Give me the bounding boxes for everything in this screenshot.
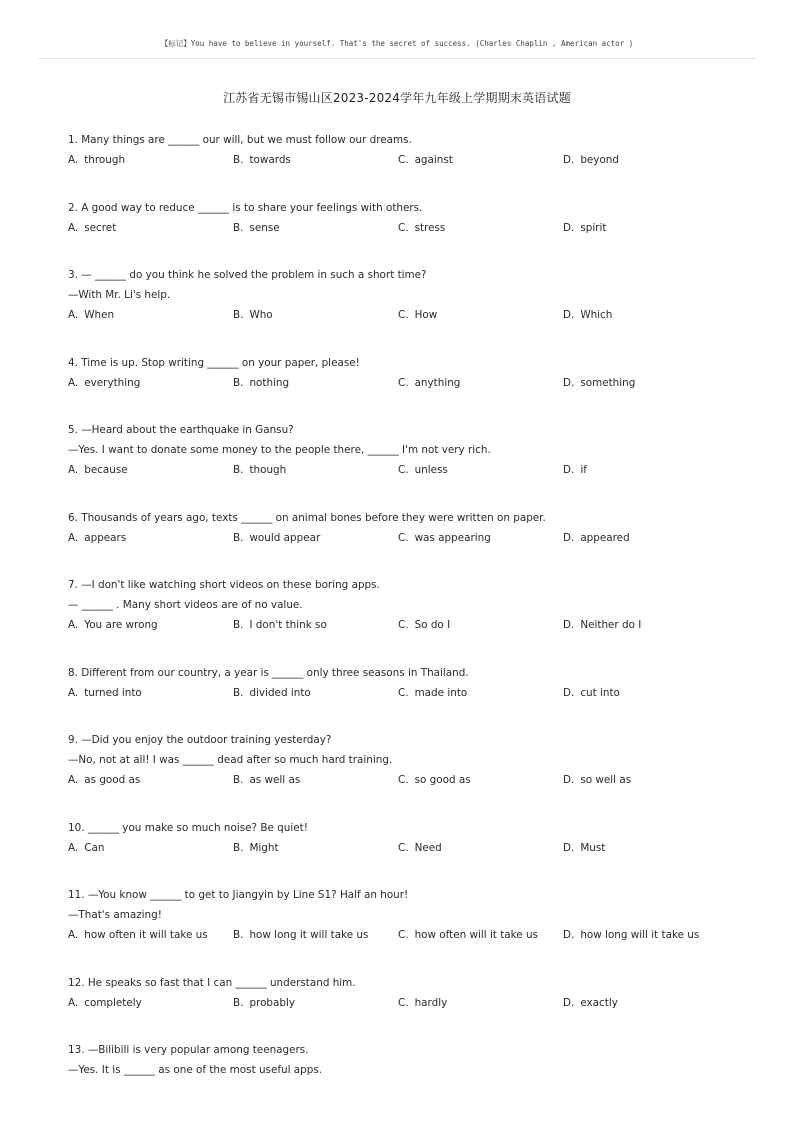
- question-dialogue-line: —No, not at all! I was ______ dead after so much hard training.: [68, 754, 393, 766]
- answer-option[interactable]: [398, 925, 563, 945]
- question-stem: 12. He speaks so fast that I can ______ understand him.: [68, 976, 356, 989]
- option-letter: C.: [398, 841, 409, 854]
- header-note: 【标记】You have to believe in yourself. That's the secret of success. (Charles Chaplin , American actor ): [160, 39, 634, 48]
- option-text: how often will it take us: [414, 929, 539, 941]
- answer-options: [68, 770, 758, 790]
- answer-option[interactable]: [563, 528, 728, 548]
- answer-option[interactable]: [233, 218, 398, 238]
- answer-options: [68, 925, 758, 945]
- option-letter: A.: [68, 841, 79, 854]
- option-letter: B.: [233, 686, 244, 699]
- option-letter: C.: [398, 221, 409, 234]
- question-item: [68, 885, 758, 945]
- option-letter: B.: [233, 929, 244, 941]
- question-item: [68, 730, 758, 790]
- answer-option[interactable]: [68, 683, 233, 703]
- answer-options: [68, 683, 758, 703]
- option-text: anything: [414, 376, 461, 389]
- header-divider: [38, 58, 756, 59]
- question-dialogue-line: —Yes. It is ______ as one of the most useful apps.: [68, 1064, 323, 1076]
- option-letter: A.: [68, 619, 79, 631]
- option-text: as good as: [84, 774, 141, 786]
- question-item: [68, 973, 758, 1013]
- option-text: You are wrong: [84, 619, 158, 631]
- option-text: if: [580, 464, 587, 476]
- option-letter: B.: [233, 841, 244, 854]
- option-text: would appear: [249, 531, 321, 544]
- option-letter: B.: [233, 464, 244, 476]
- option-text: unless: [414, 464, 448, 476]
- answer-options: [68, 373, 758, 393]
- question-dialogue-line: —Yes. I want to donate some money to the people there, ______ I'm not very rich.: [68, 444, 491, 456]
- option-letter: D.: [563, 221, 575, 234]
- answer-options: [68, 305, 758, 325]
- answer-option[interactable]: [68, 838, 233, 858]
- answer-option[interactable]: [563, 305, 728, 325]
- question-stem: 6. Thousands of years ago, texts ______ on animal bones before they were written on paper.: [68, 511, 546, 524]
- answer-option[interactable]: [68, 993, 233, 1013]
- option-text: towards: [249, 154, 291, 166]
- option-letter: C.: [398, 686, 409, 699]
- option-text: divided into: [249, 686, 311, 699]
- answer-option[interactable]: [398, 770, 563, 790]
- answer-options: [68, 528, 758, 548]
- question-list: [68, 130, 758, 1108]
- option-text: When: [84, 309, 115, 321]
- option-letter: B.: [233, 309, 244, 321]
- question-item: [68, 420, 758, 480]
- answer-option[interactable]: [563, 838, 728, 858]
- answer-option[interactable]: [398, 460, 563, 480]
- answer-option[interactable]: [233, 305, 398, 325]
- option-text: Neither do I: [580, 619, 642, 631]
- option-letter: D.: [563, 154, 575, 166]
- option-text: I don't think so: [249, 619, 327, 631]
- option-text: against: [414, 154, 453, 166]
- question-stem: 11. —You know ______ to get to Jiangyin by Line S1? Half an hour!: [68, 889, 409, 901]
- option-letter: A.: [68, 996, 79, 1009]
- answer-option[interactable]: [68, 305, 233, 325]
- option-text: completely: [84, 996, 142, 1009]
- question-item: [68, 130, 758, 170]
- answer-option[interactable]: [68, 373, 233, 393]
- question-stem: 7. —I don't like watching short videos on these boring apps.: [68, 579, 380, 591]
- question-item: [68, 575, 758, 635]
- option-text: cut into: [580, 686, 620, 699]
- answer-option[interactable]: [233, 460, 398, 480]
- option-text: how long will it take us: [580, 929, 700, 941]
- option-text: secret: [84, 221, 117, 234]
- answer-option[interactable]: [233, 683, 398, 703]
- option-text: stress: [414, 221, 446, 234]
- option-text: beyond: [580, 154, 619, 166]
- option-letter: B.: [233, 531, 244, 544]
- question-item: [68, 663, 758, 703]
- answer-options: [68, 838, 758, 858]
- option-text: hardly: [414, 996, 448, 1009]
- option-text: nothing: [249, 376, 290, 389]
- question-item: [68, 508, 758, 548]
- answer-option[interactable]: [68, 218, 233, 238]
- question-item: [68, 198, 758, 238]
- question-stem: 3. — ______ do you think he solved the problem in such a short time?: [68, 269, 427, 281]
- option-text: Might: [249, 841, 279, 854]
- answer-option[interactable]: [563, 993, 728, 1013]
- option-letter: A.: [68, 221, 79, 234]
- answer-option[interactable]: [233, 993, 398, 1013]
- option-text: appeared: [580, 531, 630, 544]
- option-text: spirit: [580, 221, 607, 234]
- option-letter: D.: [563, 774, 575, 786]
- question-stem: 8. Different from our country, a year is ______ only three seasons in Thailand.: [68, 666, 469, 679]
- option-letter: D.: [563, 841, 575, 854]
- option-letter: C.: [398, 929, 409, 941]
- question-stem: 10. ______ you make so much noise? Be quiet!: [68, 821, 308, 834]
- option-letter: C.: [398, 464, 409, 476]
- option-letter: A.: [68, 464, 79, 476]
- option-letter: D.: [563, 929, 575, 941]
- answer-option[interactable]: [68, 925, 233, 945]
- answer-option[interactable]: [398, 615, 563, 635]
- question-stem: 5. —Heard about the earthquake in Gansu?: [68, 424, 294, 436]
- question-stem: 4. Time is up. Stop writing ______ on your paper, please!: [68, 356, 360, 369]
- option-text: though: [249, 464, 287, 476]
- option-letter: D.: [563, 531, 575, 544]
- option-text: how long it will take us: [249, 929, 369, 941]
- option-text: through: [84, 154, 126, 166]
- document-title: 江苏省无锡市锡山区2023-2024学年九年级上学期期末英语试题: [223, 91, 571, 105]
- option-text: as well as: [249, 774, 301, 786]
- answer-option[interactable]: [563, 460, 728, 480]
- answer-option[interactable]: [398, 150, 563, 170]
- question-stem: 2. A good way to reduce ______ is to share your feelings with others.: [68, 201, 423, 214]
- option-text: something: [580, 376, 636, 389]
- option-text: everything: [84, 376, 141, 389]
- option-letter: D.: [563, 464, 575, 476]
- answer-option[interactable]: [233, 373, 398, 393]
- answer-option[interactable]: [68, 528, 233, 548]
- option-text: Need: [414, 841, 442, 854]
- option-text: Must: [580, 841, 606, 854]
- option-text: exactly: [580, 996, 618, 1009]
- answer-option[interactable]: [233, 925, 398, 945]
- option-letter: B.: [233, 774, 244, 786]
- answer-option[interactable]: [68, 615, 233, 635]
- answer-option[interactable]: [563, 373, 728, 393]
- answer-option[interactable]: [563, 218, 728, 238]
- option-text: probably: [249, 996, 296, 1009]
- option-text: Which: [580, 309, 613, 321]
- option-text: so good as: [414, 774, 471, 786]
- answer-option[interactable]: [233, 150, 398, 170]
- answer-option[interactable]: [233, 770, 398, 790]
- question-item: [68, 1040, 758, 1080]
- answer-option[interactable]: [233, 838, 398, 858]
- answer-option[interactable]: [233, 528, 398, 548]
- question-dialogue-line: — ______ . Many short videos are of no value.: [68, 599, 303, 611]
- option-letter: D.: [563, 309, 575, 321]
- option-letter: A.: [68, 531, 79, 544]
- option-letter: A.: [68, 686, 79, 699]
- option-letter: D.: [563, 376, 575, 389]
- answer-option[interactable]: [563, 150, 728, 170]
- option-letter: A.: [68, 929, 79, 941]
- option-letter: B.: [233, 376, 244, 389]
- option-letter: B.: [233, 996, 244, 1009]
- option-text: sense: [249, 221, 280, 234]
- answer-option[interactable]: [398, 528, 563, 548]
- question-dialogue-line: —With Mr. Li's help.: [68, 289, 171, 301]
- option-text: turned into: [84, 686, 142, 699]
- option-text: made into: [414, 686, 468, 699]
- option-text: so well as: [580, 774, 632, 786]
- answer-options: [68, 615, 758, 635]
- answer-option[interactable]: [563, 615, 728, 635]
- question-stem: 1. Many things are ______ our will, but we must follow our dreams.: [68, 134, 412, 146]
- option-text: was appearing: [414, 531, 491, 544]
- option-letter: C.: [398, 774, 409, 786]
- answer-option[interactable]: [68, 770, 233, 790]
- question-stem: 13. —Bilibili is very popular among teenagers.: [68, 1044, 309, 1056]
- option-letter: B.: [233, 221, 244, 234]
- option-letter: C.: [398, 154, 409, 166]
- option-letter: A.: [68, 774, 79, 786]
- answer-options: [68, 218, 758, 238]
- option-text: Can: [84, 841, 105, 854]
- question-item: [68, 265, 758, 325]
- answer-option[interactable]: [563, 770, 728, 790]
- question-item: [68, 818, 758, 858]
- question-item: [68, 353, 758, 393]
- answer-option[interactable]: [398, 373, 563, 393]
- option-letter: A.: [68, 154, 79, 166]
- answer-option[interactable]: [563, 925, 728, 945]
- answer-option[interactable]: [398, 218, 563, 238]
- answer-options: [68, 150, 758, 170]
- option-letter: C.: [398, 996, 409, 1009]
- option-letter: C.: [398, 376, 409, 389]
- option-text: So do I: [414, 619, 451, 631]
- option-text: How: [414, 309, 438, 321]
- option-letter: C.: [398, 531, 409, 544]
- answer-option[interactable]: [398, 683, 563, 703]
- option-letter: D.: [563, 619, 575, 631]
- question-dialogue-line: —That's amazing!: [68, 909, 162, 921]
- option-text: Who: [249, 309, 273, 321]
- option-text: how often it will take us: [84, 929, 208, 941]
- option-text: because: [84, 464, 128, 476]
- question-stem: 9. —Did you enjoy the outdoor training yesterday?: [68, 734, 332, 746]
- option-letter: A.: [68, 376, 79, 389]
- option-letter: B.: [233, 619, 244, 631]
- option-text: appears: [84, 531, 127, 544]
- option-letter: D.: [563, 996, 575, 1009]
- option-letter: C.: [398, 309, 409, 321]
- answer-option[interactable]: [233, 615, 398, 635]
- option-letter: D.: [563, 686, 575, 699]
- answer-option[interactable]: [68, 460, 233, 480]
- answer-options: [68, 993, 758, 1013]
- answer-option[interactable]: [68, 150, 233, 170]
- answer-options: [68, 460, 758, 480]
- option-letter: A.: [68, 309, 79, 321]
- answer-option[interactable]: [398, 838, 563, 858]
- answer-option[interactable]: [563, 683, 728, 703]
- option-letter: C.: [398, 619, 409, 631]
- answer-option[interactable]: [398, 993, 563, 1013]
- option-letter: B.: [233, 154, 244, 166]
- answer-option[interactable]: [398, 305, 563, 325]
